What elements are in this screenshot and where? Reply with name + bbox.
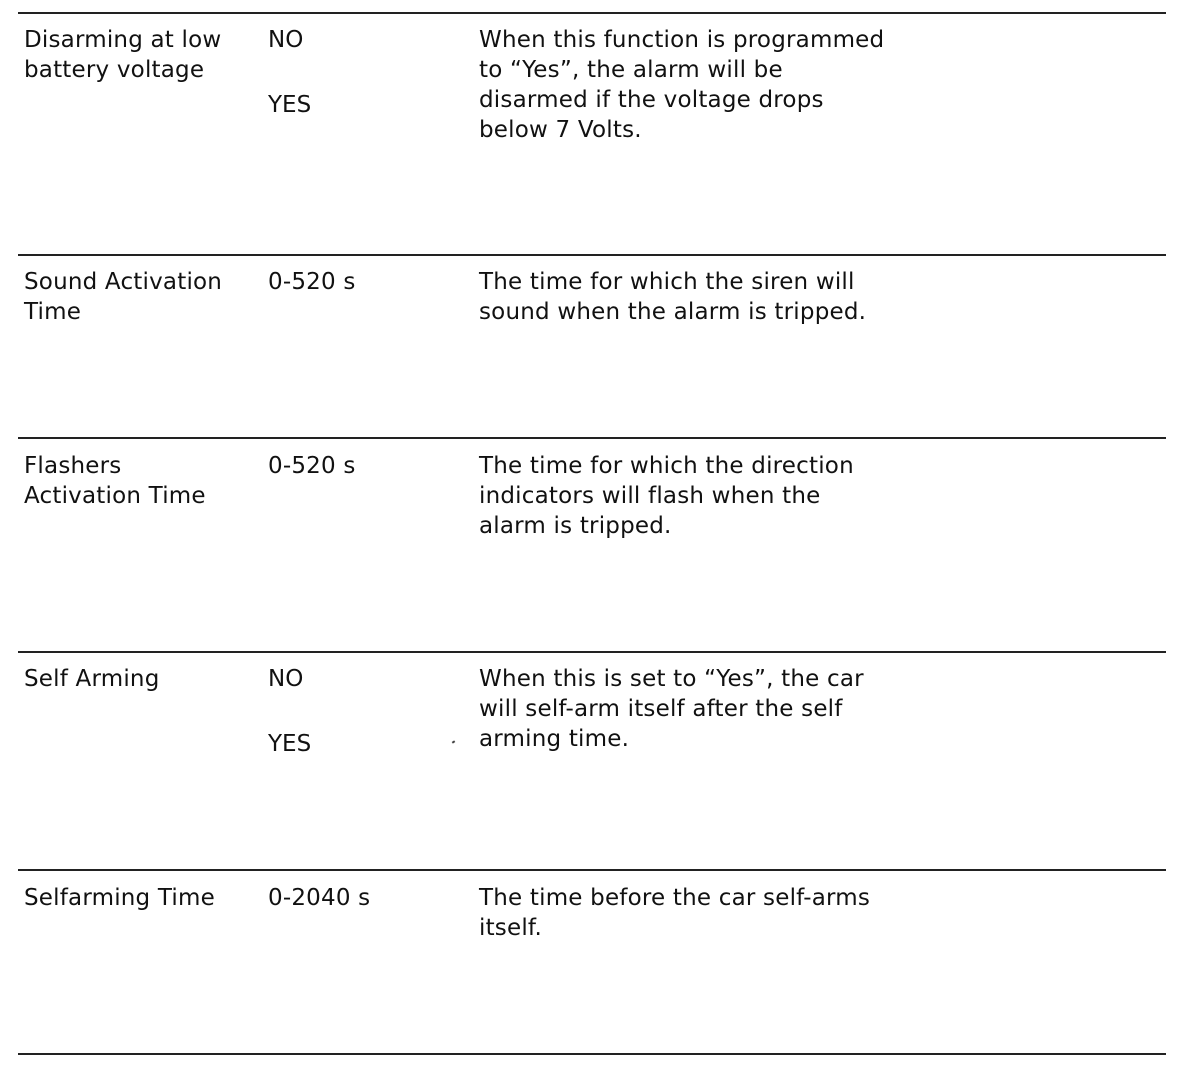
parameter-name: Selfarming Time [24, 885, 215, 911]
parameter-description: The time before the car self-arms itself. [479, 885, 871, 941]
table-rule [18, 869, 1166, 871]
option-no: NO [268, 27, 304, 53]
parameter-name: Self Arming [24, 666, 160, 692]
option-yes: YES [268, 92, 312, 118]
table-rule [18, 254, 1166, 256]
parameter-name: Disarming at low battery voltage [24, 27, 222, 83]
parameter-description: The time for which the direction indicators will flash when the alarm is tripped. [479, 453, 854, 539]
parameter-description: The time for which the siren will sound when the alarm is tripped. [479, 269, 867, 325]
option-yes: YES [268, 731, 312, 757]
option-no: NO [268, 666, 304, 692]
parameter-name: Sound Activation Time [24, 269, 223, 325]
parameter-description: When this function is programmed to “Yes”, the alarm will be disarmed if the voltage drops below 7 Volts. [479, 27, 885, 143]
table-rule [18, 437, 1166, 439]
table-rule [18, 651, 1166, 653]
parameter-description: When this is set to “Yes”, the car will self-arm itself after the self arming time. [479, 666, 864, 752]
table-rule-top [18, 12, 1166, 14]
parameter-range: 0-520 s [268, 269, 356, 295]
table-rule-bottom [18, 1053, 1166, 1055]
parameter-range: 0-520 s [268, 453, 356, 479]
scan-speck [452, 740, 456, 743]
parameter-name: Flashers Activation Time [24, 453, 206, 509]
parameter-range: 0-2040 s [268, 885, 371, 911]
